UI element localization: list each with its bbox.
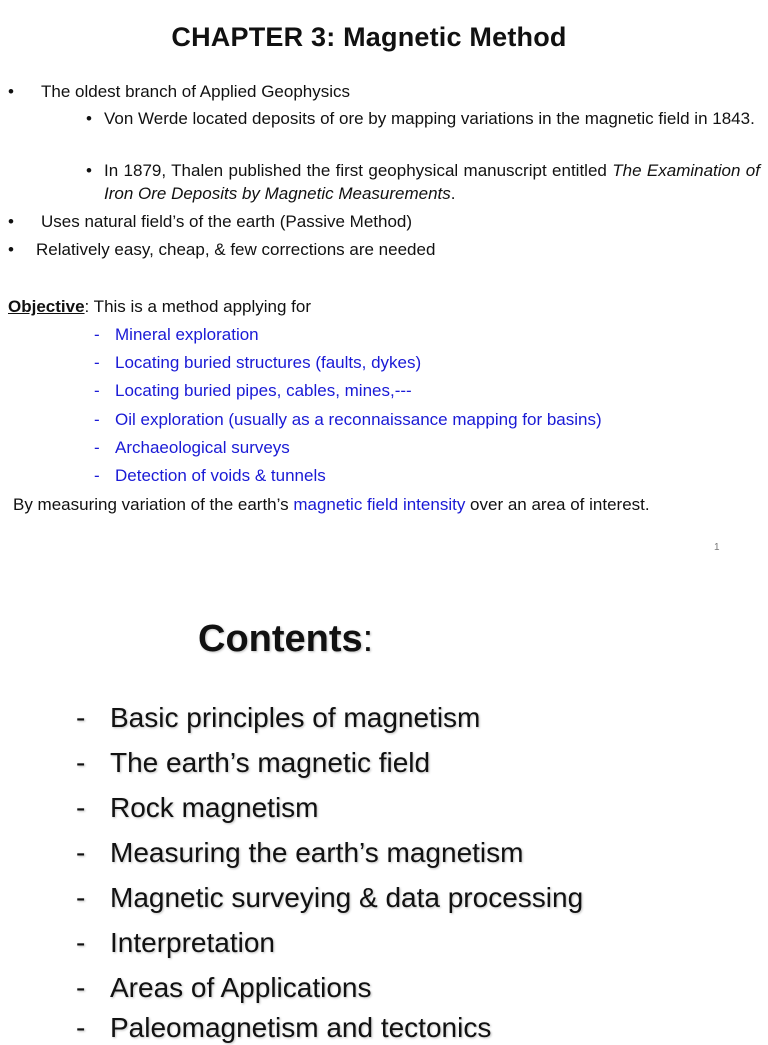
- contents-title: [198, 618, 373, 661]
- list-dash: -: [94, 325, 100, 344]
- list-dash: -: [94, 410, 100, 429]
- sub-bullet-text-end: .: [450, 184, 456, 203]
- contents-item: The earth’s magnetic field: [110, 747, 431, 778]
- slide-contents: [0, 570, 768, 1043]
- contents-dash: -: [76, 702, 86, 733]
- measuring-text: By measuring variation of the earth’s: [13, 495, 294, 514]
- contents-title-text: Contents: [198, 618, 363, 660]
- sub-bullet-dot: •: [86, 109, 92, 128]
- bullet-dot: •: [8, 240, 14, 259]
- contents-dash: -: [76, 747, 86, 778]
- sub-bullet-text: [104, 159, 760, 205]
- objective-text: : This is a method applying for: [84, 297, 312, 316]
- bullet-dot: •: [8, 212, 14, 231]
- measuring-statement: [13, 493, 650, 516]
- contents-colon: :: [362, 618, 374, 660]
- contents-item: Interpretation: [110, 927, 275, 958]
- objective-line: [8, 295, 311, 318]
- contents-item: Areas of Applications: [110, 972, 372, 1003]
- contents-dash: -: [76, 837, 86, 868]
- bullet-text: The oldest branch of Applied Geophysics: [41, 82, 351, 101]
- list-dash: -: [94, 466, 100, 485]
- sub-bullet-dot: •: [86, 161, 92, 180]
- measuring-text-end: over an area of interest.: [465, 495, 650, 514]
- page-number: 1: [714, 542, 720, 553]
- list-dash: -: [94, 438, 100, 457]
- sub-bullet-text-plain: In 1879, Thalen published the first geophysical manuscript entitled: [104, 161, 613, 180]
- contents-item: Rock magnetism: [110, 792, 319, 823]
- contents-dash: -: [76, 792, 86, 823]
- sub-bullet-text: Von Werde located deposits of ore by mapping variations in the magnetic field in 1843.: [104, 109, 755, 128]
- objective-label: Objective: [8, 297, 85, 316]
- contents-dash: -: [76, 972, 86, 1003]
- bullet-text: Uses natural field’s of the earth (Passive Method): [41, 212, 413, 231]
- contents-dash: -: [76, 882, 86, 913]
- application-item: Locating buried pipes, cables, mines,---: [115, 381, 412, 400]
- list-dash: -: [94, 353, 100, 372]
- manuscript-title: The Examination of Iron Ore Deposits by Magnetic Measurements: [104, 161, 760, 203]
- contents-item: Paleomagnetism and tectonics: [110, 1012, 492, 1043]
- application-item: Oil exploration (usually as a reconnaissance mapping for basins): [115, 410, 602, 429]
- application-item: Archaeological surveys: [115, 438, 290, 457]
- contents-item: Magnetic surveying & data processing: [110, 882, 584, 913]
- chapter-title: CHAPTER 3: Magnetic Method: [171, 22, 567, 52]
- bullet-dot: •: [8, 82, 14, 101]
- contents-item: Basic principles of magnetism: [110, 702, 481, 733]
- contents-item: Measuring the earth’s magnetism: [110, 837, 524, 868]
- application-item: Detection of voids & tunnels: [115, 466, 326, 485]
- list-dash: -: [94, 381, 100, 400]
- contents-dash: -: [76, 927, 86, 958]
- application-item: Mineral exploration: [115, 325, 259, 344]
- contents-dash: -: [76, 1012, 86, 1043]
- application-item: Locating buried structures (faults, dykes): [115, 353, 422, 372]
- magnetic-field-intensity: magnetic field intensity: [293, 495, 466, 514]
- bullet-text: Relatively easy, cheap, & few corrections are needed: [36, 240, 436, 259]
